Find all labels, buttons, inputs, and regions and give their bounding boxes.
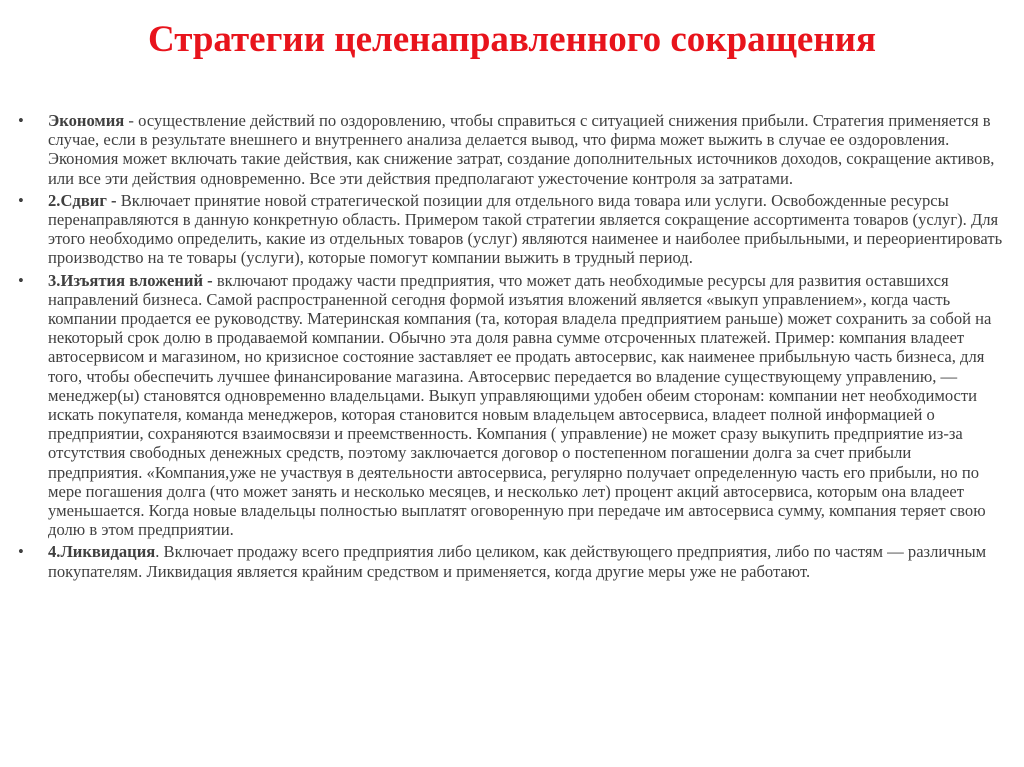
item-text: Включает принятие новой стратегической позиции для отдельного вида товара или услуги. Освобожденные ресурсы перенаправляются в данную конкретную область. Примером такой стратегии является сокращение ассортимента товаров (услуг). Для этого необходимо определить, какие из отдельных товаров (услуг) являются наименее и наиболее прибыльными, и переориентировать производство на те товары (услуги), которые помогут компании выжить в трудный период.	[48, 190, 1003, 268]
item-text: . Включает продажу всего предприятия либо целиком, как действующего предприятия, либо по частям — различным покупателям. Ликвидация является крайним средством и применяется, когда другие меры уже не работают.	[48, 542, 987, 581]
list-item-economy	[18, 111, 1008, 188]
slide-title: Стратегии целенаправленного сокращения	[148, 19, 876, 60]
bullet-icon: •	[18, 190, 24, 210]
bullet-icon: •	[18, 542, 24, 562]
item-text: - осуществление действий по оздоровлению, чтобы справиться с ситуацией снижения прибыли. Стратегия применяется в случае, если в результате внешнего и внутреннего анализа делается вывод, что фирма может выжить в случае ее оздоровления. Экономия может включать такие действия, как снижение затрат, создание дополнительных источников доходов, сокращение активов, или все эти действия одновременно. Все эти действия предполагают ужесточение контроля за затратами.	[48, 111, 995, 188]
list-item-divestment	[18, 271, 1008, 540]
bullet-icon: •	[18, 111, 24, 130]
bullet-icon: •	[18, 270, 24, 290]
list-item-liquidation	[18, 542, 1008, 580]
item-term: 3.Изъятия вложений -	[48, 270, 213, 290]
item-text: включают продажу части предприятия, что может дать необходимые ресурсы для развития оставшихся направлений бизнеса. Самой распространенной сегодня формой изъятия вложений является «выкуп управлением», когда часть компании продается ее руководству. Материнская компания (та, которая владела предприятием раньше) может сохранить за собой на некоторый срок долю в продаваемой компании. Обычно эта доля равна сумме отсроченных платежей. Пример: компания владеет автосервисом и магазином, но кризисное состояние заставляет ее продать автосервис, как наименее прибыльную часть бизнеса, для того, чтобы обеспечить лучшее финансирование магазина. Автосервис передается во владение существующему управлению, — менеджер(ы) становятся одновременно владельцами. Выкуп управляющими удобен обеим сторонам: компании нет необходимости искать покупателя, команда менеджеров, которая становится новым владельцем автосервиса, владеет полной информацией о предприятии, сохраняются взаимосвязи и преемственность. Компания ( управление) не может сразу выкупить предприятие из-за отсутствия свободных денежных средств, поэтому заключается договор о постепенном погашении долга за счет прибыли предприятия. «Компания,уже не участвуя в деятельности автосервиса, регулярно получает определенную часть его прибыли, но по мере погашения долга (что может занять и несколько месяцев, и несколько лет) процент акций автосервиса, которым она владеет уменьшается. Когда новые владельцы полностью выплатят оговоренную при передаче им автосервиса сумму, компания теряет свою долю в этом предприятии.	[48, 270, 992, 540]
item-term: 2.Сдвиг -	[48, 190, 117, 210]
list-item-shift	[18, 191, 1008, 268]
item-term: Экономия	[48, 111, 125, 130]
strategy-list	[18, 111, 1008, 584]
item-term: 4.Ликвидация	[48, 542, 156, 562]
